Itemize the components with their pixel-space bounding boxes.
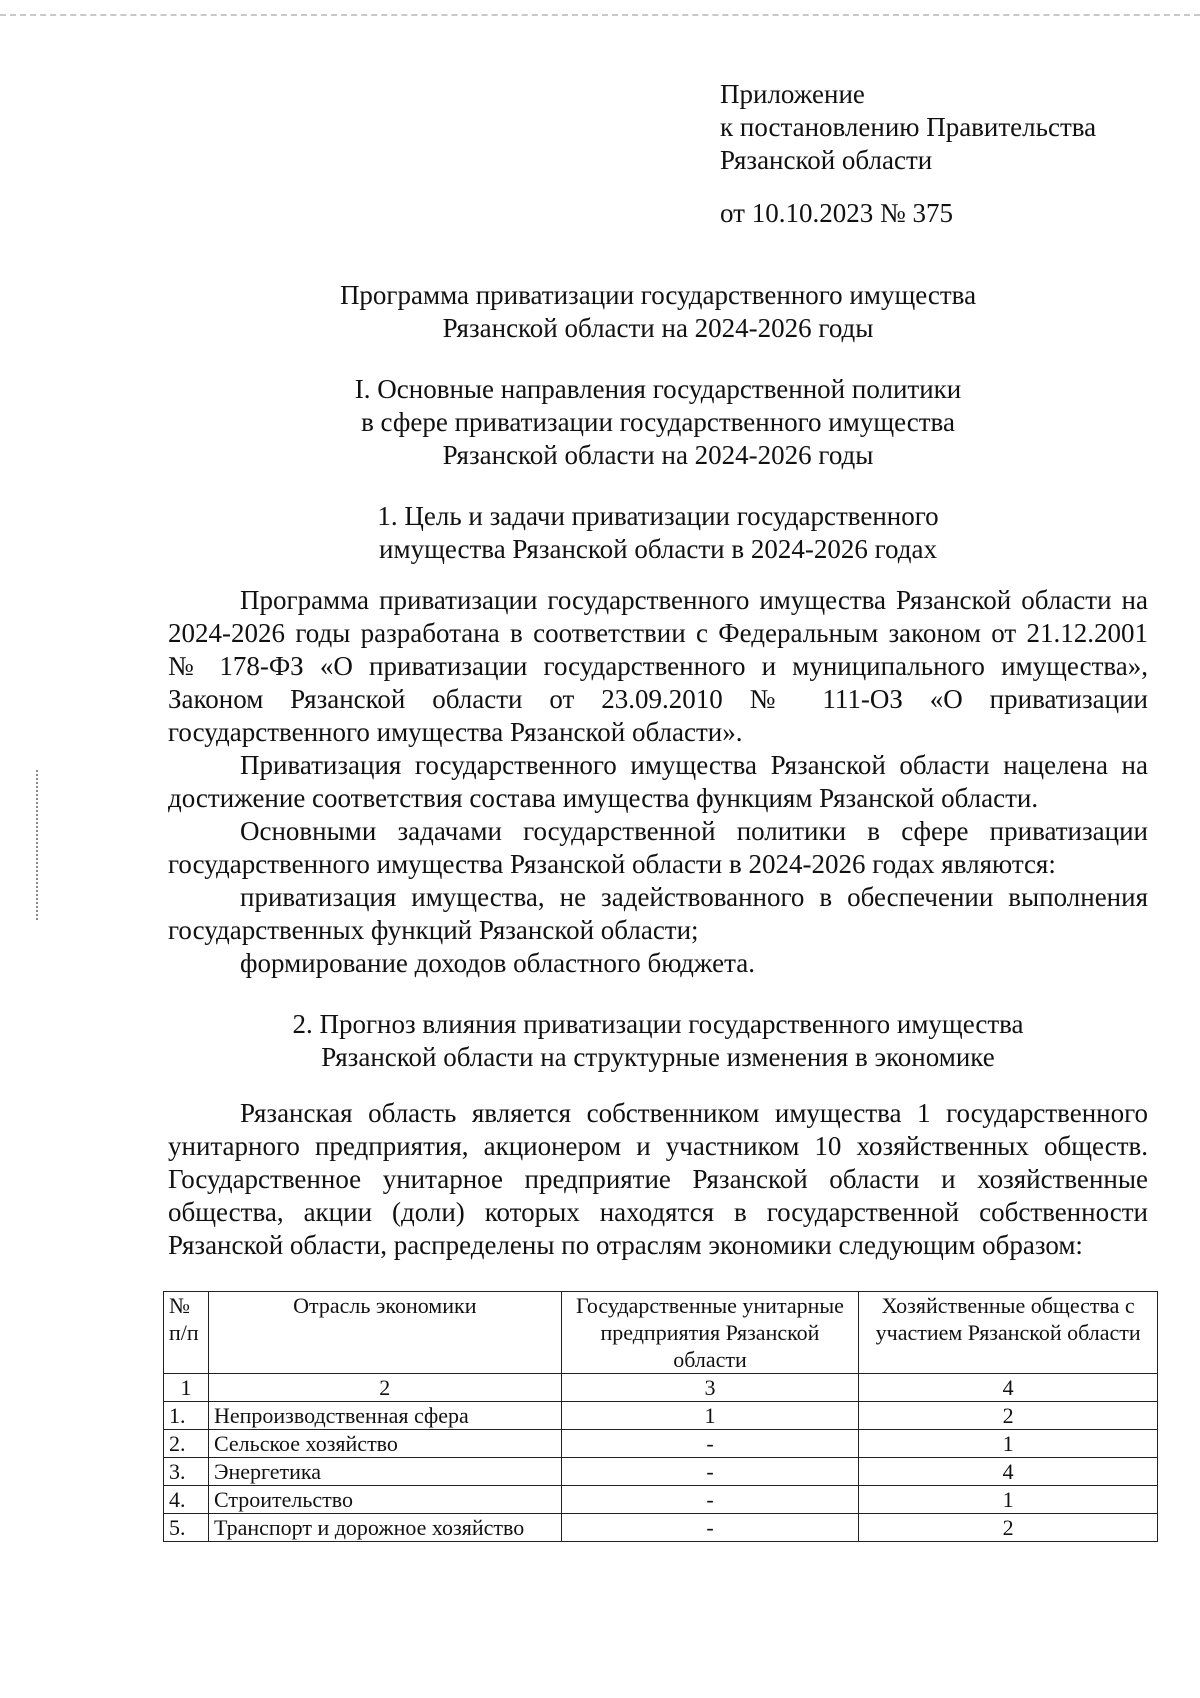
section-heading	[168, 373, 1148, 472]
scan-artifact	[0, 14, 1200, 18]
column-number: 4	[859, 1374, 1158, 1402]
industries-table	[163, 1291, 1158, 1542]
row-companies-count: 2	[859, 1514, 1158, 1542]
body-paragraphs	[168, 584, 1148, 980]
table-row	[164, 1514, 1158, 1542]
table-header-row	[164, 1292, 1158, 1374]
table-row	[164, 1430, 1158, 1458]
row-gup-count: -	[561, 1514, 859, 1542]
row-number: 2.	[164, 1430, 209, 1458]
row-number: 3.	[164, 1458, 209, 1486]
row-number: 1.	[164, 1402, 209, 1430]
column-number: 1	[164, 1374, 209, 1402]
row-companies-count: 4	[859, 1458, 1158, 1486]
paragraph: Рязанская область является собственником имущества 1 государственного унитарного предприятия, акционером и участником 10 хозяйственных обществ. Государственное унитарное предприятие Рязанской области и хозяйственные общества, акции (доли) которых находятся в государственной собственности Рязанской области, распределены по отраслям экономики следующим образом:	[168, 1098, 1148, 1260]
body-paragraph-2	[168, 1097, 1148, 1262]
document-title	[168, 279, 1148, 345]
row-gup-count: -	[561, 1430, 859, 1458]
appendix-line: Приложение	[720, 79, 865, 109]
column-number: 2	[208, 1374, 561, 1402]
column-number: 3	[561, 1374, 859, 1402]
table-row	[164, 1458, 1158, 1486]
paragraph: Основными задачами государственной политики в сфере приватизации государственного имущества Рязанской области в 2024-2026 годах являются:	[168, 816, 1148, 879]
table-row	[164, 1402, 1158, 1430]
title-line: Программа приватизации государственного имущества	[339, 280, 977, 310]
paragraph: Программа приватизации государственного имущества Рязанской области на 2024-2026 годы разработана в соответствии с Федеральным законом от 21.12.2001 № 178-ФЗ «О приватизации государственного и муниципального имущества», Законом Рязанской области от 23.09.2010 № 111-ОЗ «О приватизации государственного имущества Рязанской области».	[168, 585, 1148, 747]
row-companies-count: 1	[859, 1486, 1158, 1514]
scan-artifact	[36, 770, 68, 920]
heading-line: 1. Цель и задачи приватизации государственного	[377, 501, 939, 531]
heading-line: Рязанской области на структурные изменения в экономике	[321, 1042, 995, 1072]
heading-line: Рязанской области на 2024-2026 годы	[442, 440, 874, 470]
row-gup-count: 1	[561, 1402, 859, 1430]
heading-line: имущества Рязанской области в 2024-2026 годах	[379, 534, 937, 564]
appendix-header	[720, 78, 1096, 230]
row-companies-count: 2	[859, 1402, 1158, 1430]
heading-line: I. Основные направления государственной политики	[354, 374, 962, 404]
row-gup-count: -	[561, 1458, 859, 1486]
row-number: 5.	[164, 1514, 209, 1542]
row-industry: Транспорт и дорожное хозяйство	[208, 1514, 561, 1542]
paragraph: Приватизация государственного имущества Рязанской области нацелена на достижение соответствия состава имущества функциям Рязанской области.	[168, 750, 1148, 813]
heading-line: 2. Прогноз влияния приватизации государственного имущества	[292, 1009, 1024, 1039]
row-companies-count: 1	[859, 1430, 1158, 1458]
header-industry: Отрасль экономики	[208, 1292, 561, 1374]
row-industry: Непроизводственная сфера	[208, 1402, 561, 1430]
header-num: № п/п	[164, 1292, 209, 1374]
table-row	[164, 1486, 1158, 1514]
header-gup: Государственные унитарные предприятия Рязанской области	[561, 1292, 859, 1374]
paragraph: приватизация имущества, не задействованного в обеспечении выполнения государственных функций Рязанской области;	[168, 882, 1148, 945]
title-line: Рязанской области на 2024-2026 годы	[442, 313, 874, 343]
row-industry: Сельское хозяйство	[208, 1430, 561, 1458]
header-companies: Хозяйственные общества с участием Рязанской области	[859, 1292, 1158, 1374]
row-industry: Энергетика	[208, 1458, 561, 1486]
row-gup-count: -	[561, 1486, 859, 1514]
subsection-heading	[168, 1008, 1148, 1074]
appendix-line: к постановлению Правительства	[720, 112, 1097, 142]
appendix-line: Рязанской области	[720, 145, 933, 175]
appendix-date: от 10.10.2023 № 375	[720, 198, 953, 228]
subsection-heading	[168, 500, 1148, 566]
paragraph: формирование доходов областного бюджета.	[240, 948, 755, 978]
heading-line: в сфере приватизации государственного имущества	[361, 407, 955, 437]
table-numbering-row	[164, 1374, 1158, 1402]
row-industry: Строительство	[208, 1486, 561, 1514]
row-number: 4.	[164, 1486, 209, 1514]
